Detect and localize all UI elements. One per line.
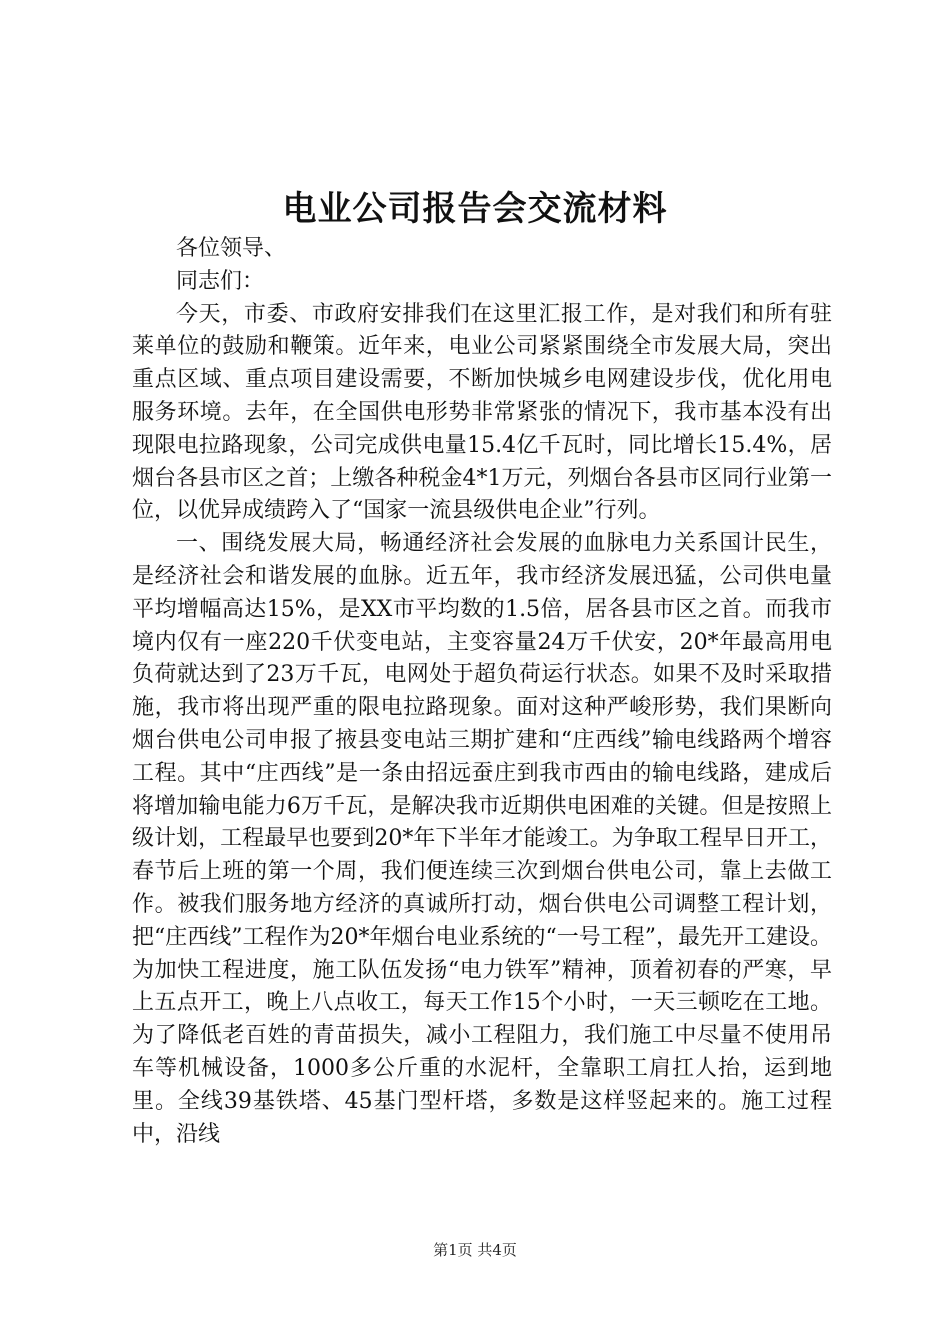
paragraph-section-one: 一、围绕发展大局，畅通经济社会发展的血脉电力关系国计民生，是经济社会和谐发展的血脉。近五年，我市经济发展迅猛，公司供电量平均增幅高达15%，是XX市平均数的1.5倍，居各县市区之首。而我市境内仅有一座220千伏变电站，主变容量24万千伏安，20*年最高用电负荷就达到了23万千瓦，电网处于超负荷运行状态。如果不及时采取措施，我市将出现严重的限电拉路现象。面对这种严峻形势，我们果断向烟台供电公司申报了掖县变电站三期扩建和“庄西线”输电线路两个增容工程。其中“庄西线”是一条由招远蚕庄到我市西由的输电线路，建成后将增加输电能力6万千瓦，是解决我市近期供电困难的关键。但是按照上级计划，工程最早也要到20*年下半年才能竣工。为争取工程早日开工，春节后上班的第一个周，我们便连续三次到烟台供电公司，靠上去做工作。被我们服务地方经济的真诚所打动，烟台供电公司调整工程计划，把“庄西线”工程作为20*年烟台电业系统的“一号工程”，最先开工建设。为加快工程进度，施工队伍发扬“电力铁军”精神，顶着初春的严寒，早上五点开工，晚上八点收工，每天工作15个小时，一天三顿吃在工地。为了降低老百姓的青苗损失，减小工程阻力，我们施工中尽量不使用吊车等机械设备，1000多公斤重的水泥杆，全靠职工肩扛人抬，运到地里。全线39基铁塔、45基门型杆塔，多数是这样竖起来的。施工过程中，沿线 <box>132 531 832 1147</box>
page-footer: 第1页 共4页 <box>433 1241 517 1259</box>
salutation-leaders: 各位领导、 <box>176 236 287 261</box>
salutation-comrades: 同志们： <box>176 268 265 294</box>
document-body <box>132 233 832 1151</box>
document-title: 电业公司报告会交流材料 <box>282 189 668 229</box>
paragraph-intro: 今天，市委、市政府安排我们在这里汇报工作，是对我们和所有驻莱单位的鼓励和鞭策。近年来，电业公司紧紧围绕全市发展大局，突出重点区域、重点项目建设需要，不断加快城乡电网建设步伐，优化用电服务环境。去年，在全国供电形势非常紧张的情况下，我市基本没有出现限电拉路现象，公司完成供电量15.4亿千瓦时，同比增长15.4%，居烟台各县市区之首；上缴各种税金4*1万元，列烟台各县市区同行业第一位，以优异成绩跨入了“国家一流县级供电企业”行列。 <box>132 301 832 524</box>
